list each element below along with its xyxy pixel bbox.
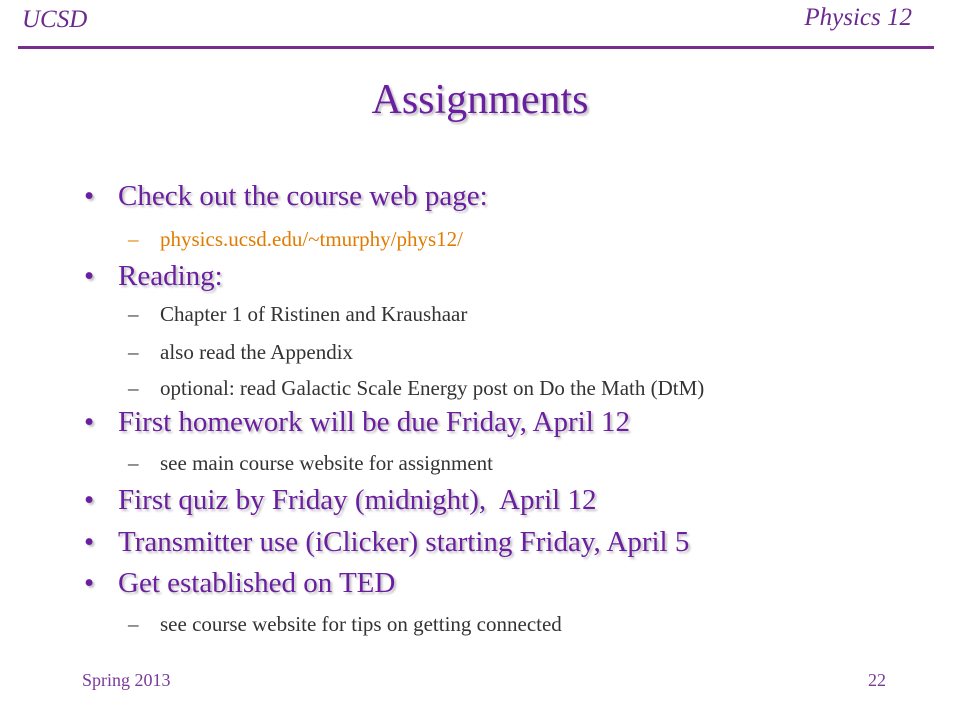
bullet-text: First quiz by Friday (midnight), April 12 [118,484,597,516]
bullet-text: First homework will be due Friday, April 12 [118,406,631,438]
course-url-link[interactable]: physics.ucsd.edu/~tmurphy/phys12/ [160,227,464,251]
bullet-text: Reading: [118,260,223,292]
sub-bullet-chapter-1 [128,302,467,327]
footer-term: Spring 2013 [82,670,171,690]
bullet-icon: • [84,484,95,516]
bullet-reading [84,260,223,293]
sub-bullet-text: see main course website for assignment [160,451,493,475]
sub-bullet-text: Chapter 1 of Ristinen and Kraushaar [160,302,468,326]
bullet-course-web-page [84,180,488,213]
bullet-icon: • [84,567,95,599]
header-left-label: UCSD [22,6,88,33]
header-right-label: Physics 12 [804,4,912,31]
sub-bullet-text: also read the Appendix [160,340,354,364]
bullet-text: Check out the course web page: [118,180,488,212]
sub-bullet-ted-tips [128,612,562,637]
dash-icon: – [128,302,139,326]
dash-icon: – [128,227,139,251]
dash-icon: – [128,451,139,475]
bullet-icon: • [84,180,95,212]
slide-title: Assignments [371,77,589,123]
sub-bullet-text: optional: read Galactic Scale Energy post on Do the Math (DtM) [160,376,705,400]
dash-icon: – [128,376,139,400]
sub-bullet-optional-reading [128,376,704,401]
dash-icon: – [128,340,139,364]
bullet-transmitter-use [84,526,689,559]
bullet-text: Get established on TED [118,567,396,599]
bullet-icon: • [84,526,95,558]
slide-number: 22 [868,670,886,690]
sub-bullet-appendix [128,340,353,365]
sub-bullet-homework-info [128,451,493,476]
bullet-first-homework [84,406,630,439]
sub-bullet-text: see course website for tips on getting connected [160,612,562,636]
dash-icon: – [128,612,139,636]
bullet-first-quiz [84,484,597,517]
bullet-text: Transmitter use (iClicker) starting Friday, April 5 [118,526,690,558]
sub-bullet-course-url[interactable] [128,227,463,252]
bullet-icon: • [84,260,95,292]
bullet-icon: • [84,406,95,438]
bullet-ted [84,567,395,600]
